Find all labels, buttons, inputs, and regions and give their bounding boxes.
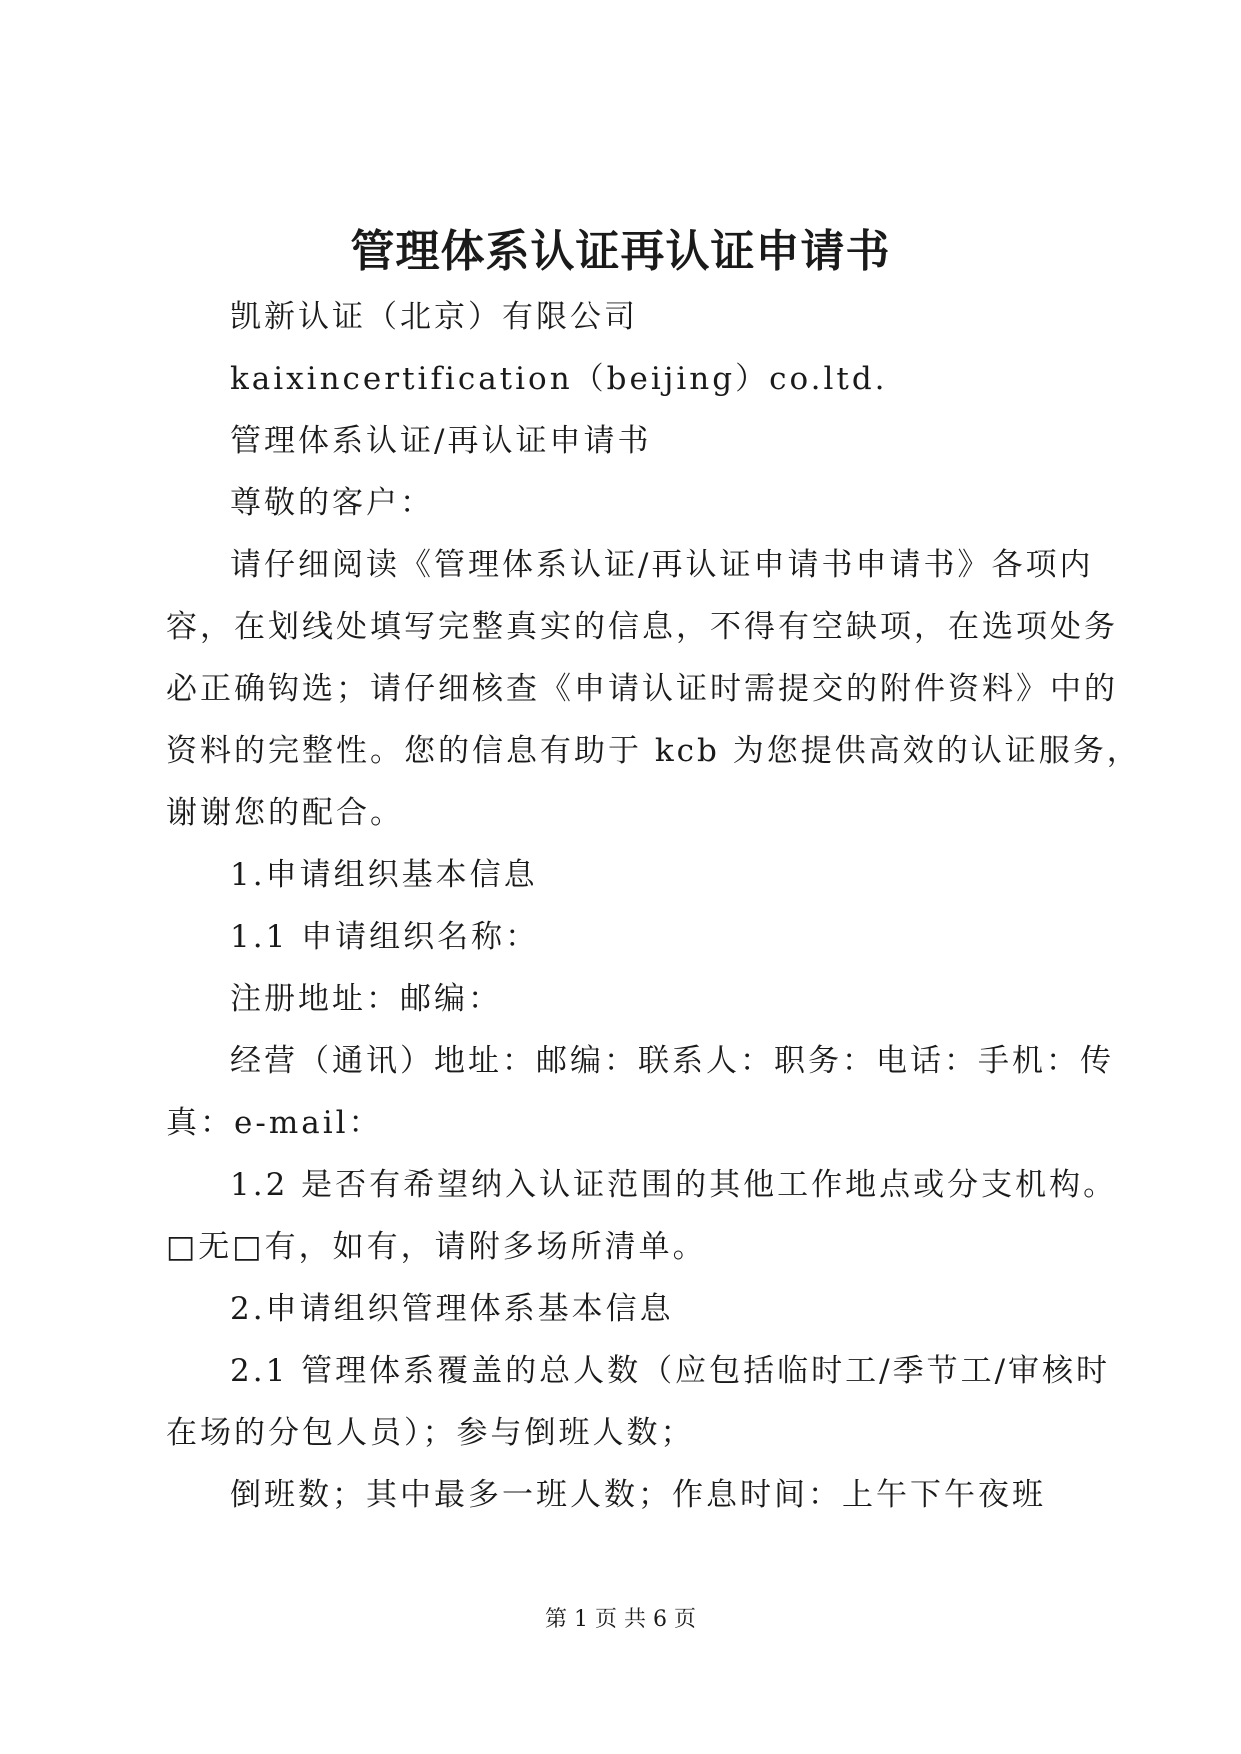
salutation: 尊敬的客户： xyxy=(230,485,434,521)
section-heading-1: 1.申请组织基本信息 xyxy=(230,857,538,893)
field-business-address: 经营（通讯）地址：邮编：联系人：职务：电话：手机：传 xyxy=(230,1043,1114,1079)
company-name-en: kaixincertification（beijing）co.ltd. xyxy=(230,361,888,397)
question-other-sites: 1.2 是否有希望纳入认证范围的其他工作地点或分支机构。 xyxy=(230,1167,1118,1203)
section-heading-2: 2.申请组织管理体系基本信息 xyxy=(230,1291,674,1327)
intro-paragraph-line: 容，在划线处填写完整真实的信息，不得有空缺项，在选项处务 xyxy=(166,609,1118,645)
form-name: 管理体系认证/再认证申请书 xyxy=(230,423,652,459)
intro-paragraph-line: 请仔细阅读《管理体系认证/再认证申请书申请书》各项内 xyxy=(230,547,1094,583)
field-fax-email: 真：e-mail： xyxy=(166,1105,383,1141)
document-title: 管理体系认证再认证申请书 xyxy=(350,226,891,277)
company-name-cn: 凯新认证（北京）有限公司 xyxy=(230,299,638,335)
field-registered-address: 注册地址：邮编： xyxy=(230,981,502,1017)
other-sites-options: □无□有，如有，请附多场所清单。 xyxy=(166,1229,707,1265)
field-org-name: 1.1 申请组织名称： xyxy=(230,919,540,955)
field-shifts: 倒班数；其中最多一班人数；作息时间：上午下午夜班 xyxy=(230,1477,1046,1513)
intro-paragraph-line: 资料的完整性。您的信息有助于 kcb 为您提供高效的认证服务， xyxy=(166,733,1141,769)
field-total-staff-cont: 在场的分包人员）；参与倒班人数； xyxy=(166,1415,695,1451)
intro-paragraph-line: 必正确钩选；请仔细核查《申请认证时需提交的附件资料》中的 xyxy=(166,671,1118,707)
page-number: 第 1 页 共 6 页 xyxy=(545,1607,696,1632)
intro-paragraph-line: 谢谢您的配合。 xyxy=(166,795,404,831)
field-total-staff: 2.1 管理体系覆盖的总人数（应包括临时工/季节工/审核时 xyxy=(230,1353,1111,1389)
